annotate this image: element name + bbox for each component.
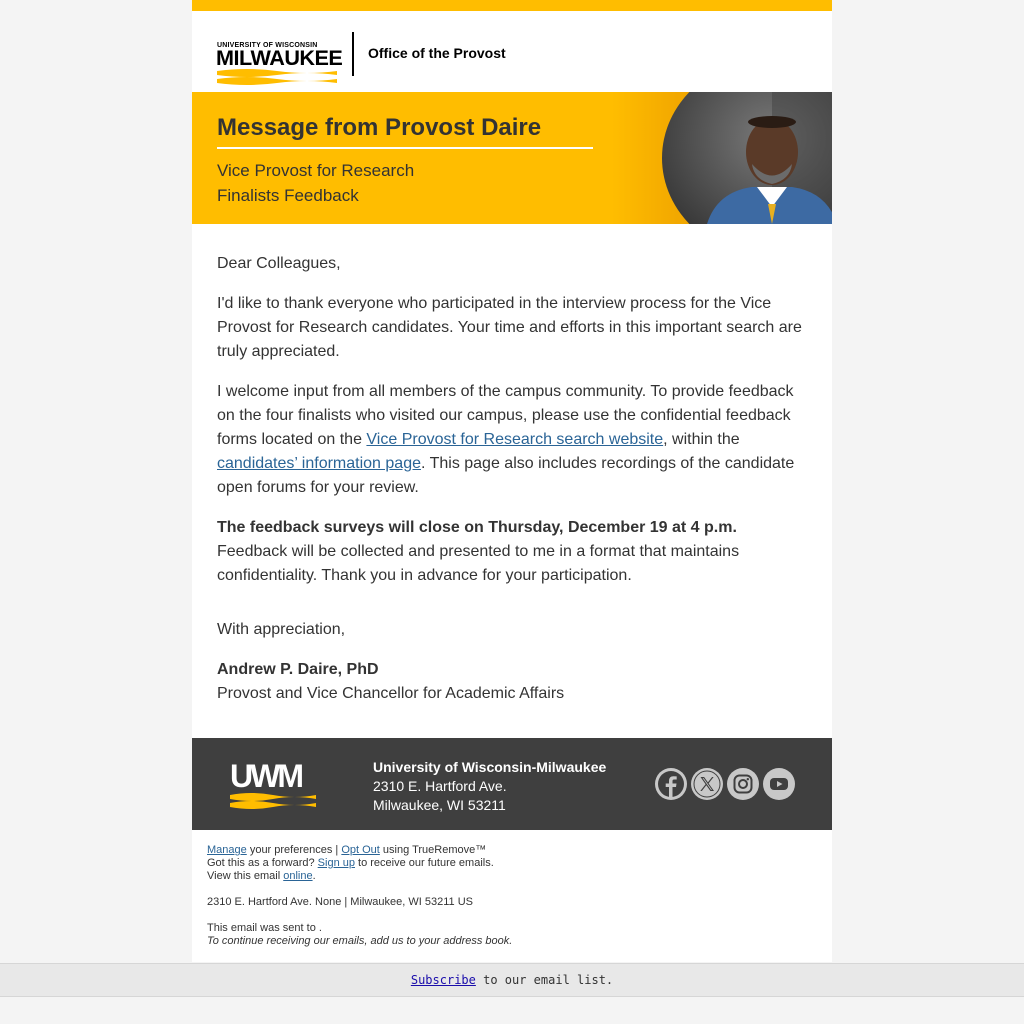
sent-to-line: This email was sent to . xyxy=(207,922,322,934)
signature xyxy=(217,658,807,706)
sign-up-link[interactable]: Sign up xyxy=(317,857,355,869)
manage-link[interactable]: Manage xyxy=(207,844,247,856)
address-book-line xyxy=(207,935,817,948)
uwm-wordmark-logo xyxy=(216,32,343,90)
banner-title: Message from Provost Daire xyxy=(217,114,542,141)
footer-fine-print xyxy=(192,830,832,962)
uwm-logo xyxy=(230,757,316,813)
signature-title: Provost and Vice Chancellor for Academic Affairs xyxy=(217,685,565,702)
x-icon[interactable] xyxy=(691,768,723,800)
paragraph-deadline xyxy=(217,516,807,588)
view-text: View this email xyxy=(207,870,284,882)
banner-subtitle-line2: Finalists Feedback xyxy=(217,186,359,205)
footer-address xyxy=(373,758,606,815)
signature-name: Andrew P. Daire, PhD xyxy=(217,661,379,678)
subscribe-link[interactable]: Subscribe xyxy=(410,973,476,987)
hero-banner xyxy=(192,92,832,224)
banner-subtitle xyxy=(217,158,414,208)
youtube-icon[interactable] xyxy=(763,768,795,800)
subscribe-bar xyxy=(0,963,1024,997)
forward-text: Got this as a forward? xyxy=(207,857,318,869)
banner-subtitle-line1: Vice Provost for Research xyxy=(217,161,415,180)
address-book-text: To continue receiving our emails, add us to your address book. xyxy=(207,935,513,947)
opt-rest-text: using TrueRemove™ xyxy=(379,844,487,856)
p2-text-a: I welcome input from all members of the campus community. To provide feedback on the four finalists who visited our campus, please use the confidential feedback forms located on the xyxy=(217,383,794,448)
facebook-icon[interactable] xyxy=(655,768,687,800)
office-title: Office of the Provost xyxy=(368,45,506,61)
logo-waves-icon xyxy=(217,68,337,88)
subscribe-rest-text: to our email list. xyxy=(475,973,614,987)
message-body xyxy=(192,224,832,706)
uwm-logo-text: UWM xyxy=(230,758,301,794)
paragraph-thanks: I'd like to thank everyone who participated in the interview process for the Vice Provost for Research candidates. Your time and efforts in this important search are truly appreciated. xyxy=(217,295,802,360)
opt-out-link[interactable]: Opt Out xyxy=(341,844,380,856)
footer-brand-bar xyxy=(192,738,832,830)
footer-addr-line1: 2310 E. Hartford Ave. xyxy=(373,778,507,794)
email-header xyxy=(192,11,832,92)
provost-portrait xyxy=(612,92,832,224)
email-container xyxy=(192,0,832,962)
instagram-icon[interactable] xyxy=(727,768,759,800)
manage-rest-text: your preferences | xyxy=(246,844,342,856)
postal-address: 2310 E. Hartford Ave. None | Milwaukee, WI 53211 US xyxy=(207,896,473,908)
search-website-link[interactable]: Vice Provost for Research search website xyxy=(366,431,664,448)
social-links xyxy=(655,768,795,800)
preferences-line xyxy=(207,844,817,857)
closing: With appreciation, xyxy=(217,621,346,638)
view-online-line xyxy=(207,870,817,883)
forward-rest-text: to receive our future emails. xyxy=(354,857,494,869)
paragraph-feedback xyxy=(217,380,807,500)
deadline-bold: The feedback surveys will close on Thursday, December 19 at 4 p.m. xyxy=(217,519,737,536)
header-divider xyxy=(352,32,354,76)
logo-main-text: MILWAUKEE xyxy=(216,47,343,70)
greeting: Dear Colleagues, xyxy=(217,255,341,272)
view-rest-text: . xyxy=(312,870,316,882)
banner-rule xyxy=(217,147,593,149)
deadline-rest: Feedback will be collected and presented to me in a format that maintains confidentiality. Thank you in advance for your participation. xyxy=(217,543,740,584)
online-link[interactable]: online xyxy=(283,870,313,882)
footer-org-name: University of Wisconsin-Milwaukee xyxy=(373,759,607,775)
p2-text-c: . This page also includes recordings of the candidate open forums for your review. xyxy=(217,455,795,496)
top-accent-bar xyxy=(192,0,832,11)
footer-addr-line2: Milwaukee, WI 53211 xyxy=(373,797,506,813)
forward-line xyxy=(207,857,817,870)
p2-text-b: , within the xyxy=(663,431,740,448)
candidates-info-link[interactable]: candidates’ information page xyxy=(217,455,421,472)
logo-top-text: UNIVERSITY OF WISCONSIN xyxy=(217,42,318,49)
